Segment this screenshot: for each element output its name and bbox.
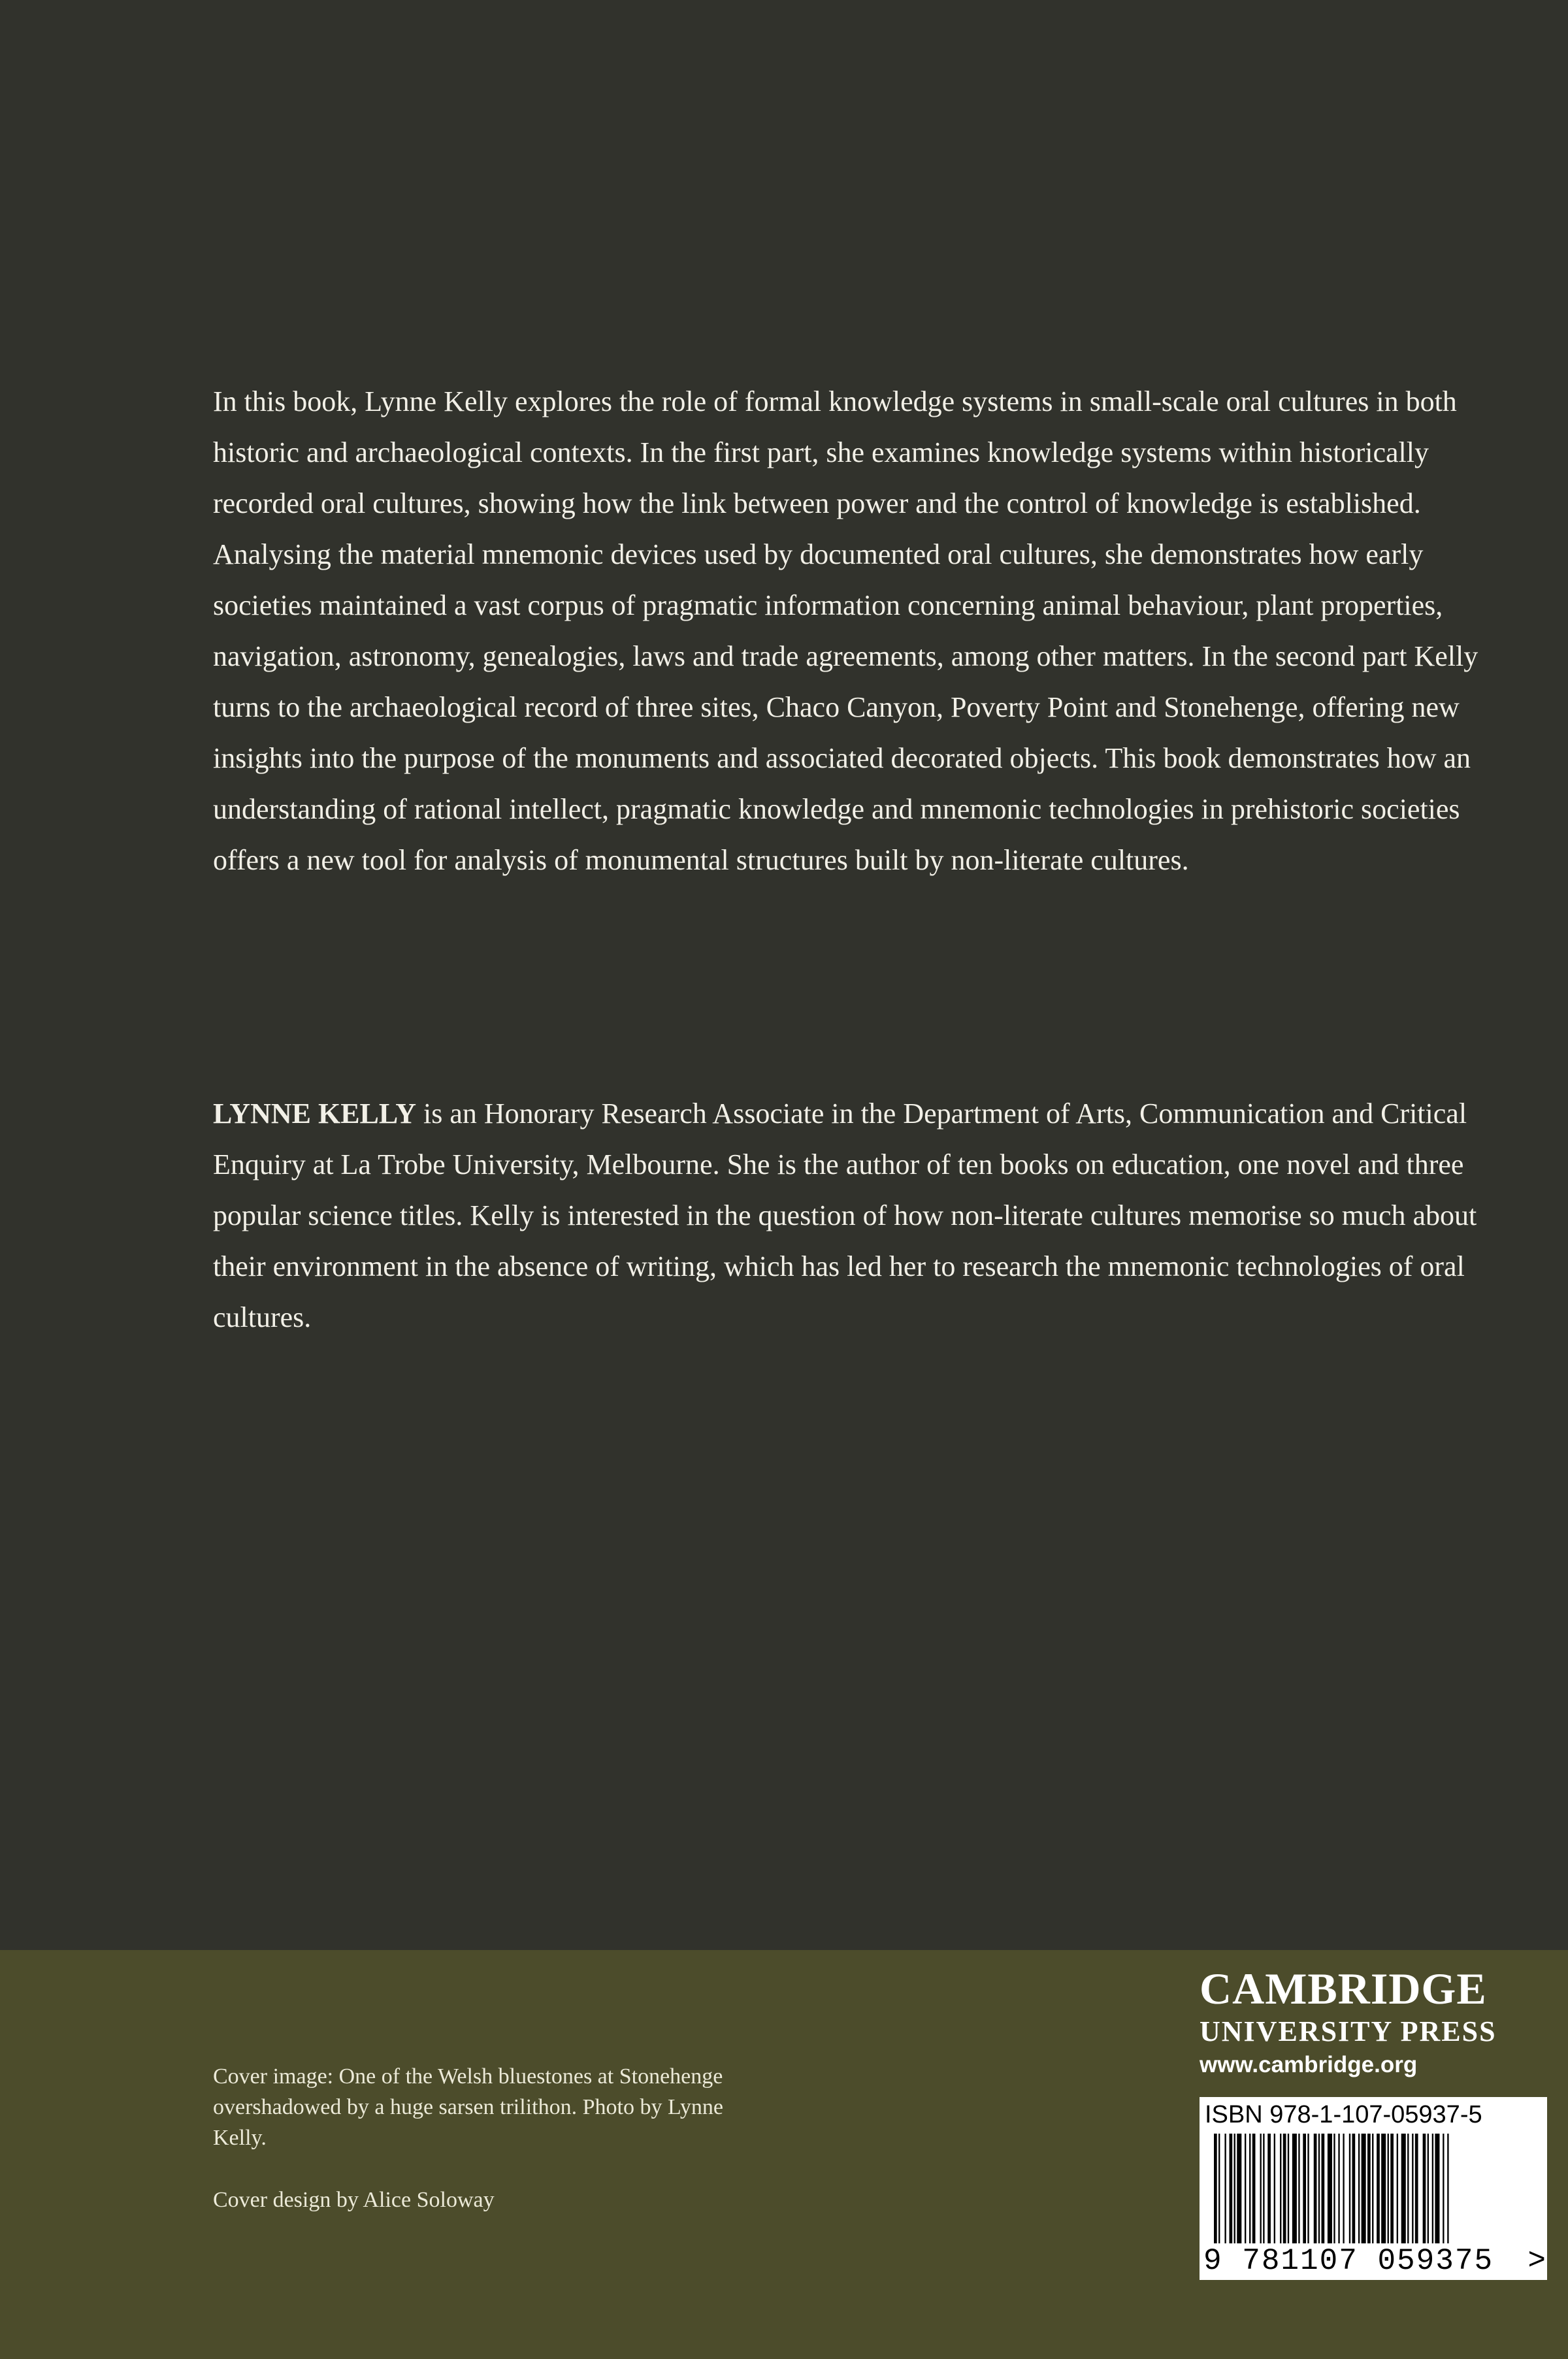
barcode-bar [1428,2134,1429,2243]
barcode-bar [1443,2134,1444,2243]
author-name: LYNNE KELLY [213,1098,416,1130]
barcode-bar [1377,2134,1380,2243]
barcode-bar [1218,2134,1220,2243]
barcode-bar [1432,2134,1433,2243]
barcode-bar [1303,2134,1306,2243]
barcode-bar [1322,2134,1325,2243]
barcode-bar [1343,2134,1344,2243]
publisher-subtitle: UNIVERSITY PRESS [1200,2015,1497,2047]
barcode-bar [1283,2134,1286,2243]
barcode-bars [1214,2134,1533,2243]
barcode-bar [1381,2134,1386,2243]
barcode-bar [1367,2134,1371,2243]
publisher-url: www.cambridge.org [1200,2052,1418,2077]
barcode-bar [1260,2134,1262,2243]
barcode-bar [1390,2134,1394,2243]
barcode-bar [1307,2134,1309,2243]
barcode-bar [1388,2134,1389,2243]
barcode-bar [1447,2134,1448,2243]
barcode-digits: 9 781107 059375 [1203,2244,1494,2278]
barcode-bar [1230,2134,1233,2243]
barcode-bar [1274,2134,1275,2243]
barcode-bar [1292,2134,1297,2243]
barcode-bar [1249,2134,1250,2243]
barcode-bar [1298,2134,1299,2243]
barcode-arrow: > [1527,2244,1546,2278]
author-bio-text: is an Honorary Research Associate in the Department of Arts, Communication and Critical Enquiry at La Trobe University, Melbourne. She is the author of ten books on education, one novel and three popular science titles. Kelly is interested in the question of how non-literate cultures memorise so much about their environment in the absence of writing, which has led her to research the mnemonic technologies of oral cultures. [213,1098,1477,1333]
publisher-name: CAMBRIDGE [1200,1964,1487,2013]
barcode-bar [1333,2134,1335,2243]
barcode-bar [1245,2134,1246,2243]
barcode-bar [1423,2134,1426,2243]
barcode-bar [1263,2134,1264,2243]
cover-image-credit: Cover image: One of the Welsh bluestones at Stonehenge overshadowed by a huge sarsen trilithon. Photo by Lynne Kelly. [213,2064,723,2150]
barcode-bar [1349,2134,1350,2243]
barcode-bar [1412,2134,1413,2243]
barcode-bar [1328,2134,1332,2243]
barcode-bar [1407,2134,1409,2243]
barcode-bar [1237,2134,1241,2243]
barcode-bar [1401,2134,1406,2243]
barcode-bar [1415,2134,1418,2243]
barcode-bar [1314,2134,1317,2243]
barcode-bar [1372,2134,1373,2243]
isbn-label: ISBN 978-1-107-05937-5 [1205,2101,1482,2128]
barcode-bar [1358,2134,1360,2243]
barcode-bar [1435,2134,1439,2243]
barcode-bar [1214,2134,1217,2243]
barcode-bar [1280,2134,1281,2243]
barcode-bar [1362,2134,1366,2243]
barcode-bar [1252,2134,1256,2243]
isbn-barcode [1200,2097,1547,2280]
barcode-bar [1224,2134,1226,2243]
cover-design-credit: Cover design by Alice Soloway [213,2188,495,2212]
barcode-bar [1338,2134,1339,2243]
book-description: In this book, Lynne Kelly explores the role of formal knowledge systems in small-scale oral cultures in both historic and archaeological contexts. In the first part, she examines knowledge systems within historically recorded oral cultures, showing how the link between power and the control of knowledge is established. Analysing the material mnemonic devices used by documented oral cultures, she demonstrates how early societies maintained a vast corpus of pragmatic information concerning animal behaviour, plant properties, navigation, astronomy, genealogies, laws and trade agreements, among other matters. In the second part Kelly turns to the archaeological record of three sites, Chaco Canyon, Poverty Point and Stonehenge, offering new insights into the purpose of the monuments and associated decorated objects. This book demonstrates how an understanding of rational intellect, pragmatic knowledge and mnemonic technologies in prehistoric societies offers a new tool for analysis of monumental structures built by non-literate cultures. [213,385,1478,876]
barcode-bar [1288,2134,1289,2243]
barcode-bar [1318,2134,1320,2243]
barcode-bar [1397,2134,1398,2243]
barcode-bar [1352,2134,1356,2243]
barcode-bar [1267,2134,1271,2243]
author-biography [213,1088,1487,1343]
barcode-bar [1234,2134,1235,2243]
publisher-logo [1200,1962,1552,2081]
